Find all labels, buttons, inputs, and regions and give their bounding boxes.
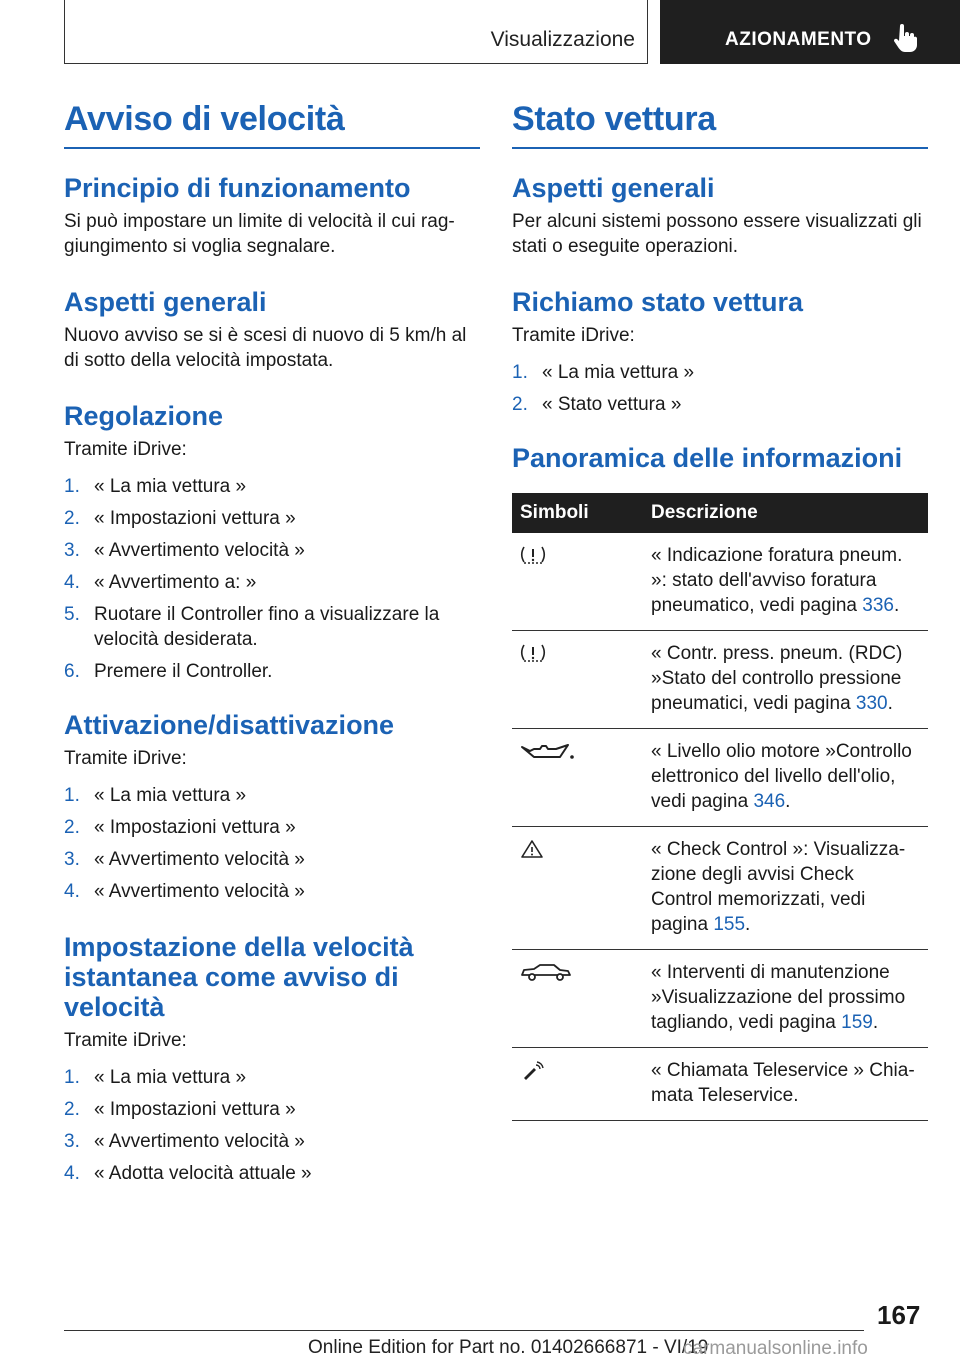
table-row bbox=[512, 1048, 928, 1121]
tire-pressure-icon bbox=[520, 545, 546, 565]
left-column bbox=[64, 100, 480, 1193]
section-title-speed-warning: Avviso di velocità bbox=[64, 100, 480, 149]
page-link[interactable]: 159 bbox=[841, 1012, 873, 1033]
row-description: « Interventi di manutenzione »Visualizzazione del prossimo tagliando, vedi pagina 159. bbox=[643, 950, 928, 1048]
page-link[interactable]: 336 bbox=[862, 595, 894, 616]
header-chapter-title: AZIONAMENTO bbox=[725, 29, 872, 50]
list-item: 4. « Adotta velocità attuale » bbox=[64, 1163, 312, 1184]
steps-call-status bbox=[512, 360, 928, 417]
page-link[interactable]: 155 bbox=[713, 914, 746, 935]
heading-call-status: Richiamo stato vettura bbox=[512, 287, 804, 317]
steps-activation bbox=[64, 783, 480, 904]
list-item: 4. « Avvertimento velocità » bbox=[64, 881, 305, 902]
intro-call-status: Tramite iDrive: bbox=[512, 325, 635, 346]
warning-triangle-icon bbox=[520, 839, 544, 859]
list-item: 2. « Stato vettura » bbox=[512, 394, 682, 415]
row-description: « Check Control »: Visualizzazione degli avvisi Check Control memorizzati, vedi pagina 155. bbox=[643, 827, 928, 950]
table-row bbox=[512, 533, 928, 631]
section-title-vehicle-status: Stato vettura bbox=[512, 100, 928, 149]
row-description: « Chiamata Teleservice » Chiamata Teleservice. bbox=[643, 1048, 928, 1121]
footer-divider bbox=[64, 1330, 864, 1331]
list-item: 1. « La mia vettura » bbox=[64, 1067, 247, 1088]
list-item: 2. « Impostazioni vettura » bbox=[64, 1099, 296, 1120]
list-item: 1. « La mia vettura » bbox=[512, 362, 695, 383]
heading-principle: Principio di funzionamento bbox=[64, 173, 411, 203]
hand-pointer-icon bbox=[892, 24, 918, 52]
table-header-row bbox=[512, 493, 928, 533]
table-row bbox=[512, 729, 928, 827]
intro-current-speed: Tramite iDrive: bbox=[64, 1030, 187, 1051]
intro-setting: Tramite iDrive: bbox=[64, 439, 187, 460]
paragraph-general-status: Per alcuni sistemi possono essere visualizzati gli stati o eseguite operazioni. bbox=[512, 211, 922, 257]
page-link[interactable]: 346 bbox=[753, 791, 786, 812]
heading-overview: Panoramica delle informazioni bbox=[512, 443, 903, 473]
list-item: 2. « Impostazioni vettura » bbox=[64, 508, 296, 529]
steps-setting bbox=[64, 474, 480, 684]
header-section-box bbox=[64, 0, 648, 64]
paragraph-general: Nuovo avviso se si è scesi di nuovo di 5 km/h al di sotto della velocità impostata. bbox=[64, 325, 467, 371]
list-item: 3. « Avvertimento velocità » bbox=[64, 1131, 305, 1152]
list-item: 6. Premere il Controller. bbox=[64, 661, 273, 682]
table-row bbox=[512, 827, 928, 950]
table-row bbox=[512, 631, 928, 729]
teleservice-icon bbox=[520, 1060, 548, 1082]
info-table bbox=[512, 493, 928, 1121]
row-description: « Livello olio motore »Controllo elettronico del livello dell'olio, vedi pagina 346. bbox=[643, 729, 928, 827]
page-link[interactable]: 330 bbox=[855, 693, 888, 714]
list-item: 1. « La mia vettura » bbox=[64, 785, 247, 806]
tire-pressure-icon bbox=[520, 643, 546, 663]
header-section-title: Visualizzazione bbox=[490, 28, 635, 51]
oil-can-icon bbox=[520, 741, 576, 763]
right-column bbox=[512, 100, 928, 1121]
page-number: 167 bbox=[877, 1300, 921, 1330]
paragraph-principle: Si può impostare un limite di velocità il cui raggiungimento si voglia segnalare. bbox=[64, 211, 455, 257]
table-row bbox=[512, 950, 928, 1048]
intro-activation: Tramite iDrive: bbox=[64, 748, 187, 769]
header-chapter-box bbox=[660, 0, 960, 64]
col-header-symbols: Simboli bbox=[512, 493, 643, 533]
list-item: 5. Ruotare il Controller fino a visualizzare la velocità desiderata. bbox=[64, 604, 440, 650]
list-item: 1. « La mia vettura » bbox=[64, 476, 247, 497]
heading-setting: Regolazione bbox=[64, 401, 224, 431]
heading-current-speed: Impostazione della velocità istantanea come avviso di velocità bbox=[64, 932, 414, 1022]
heading-general-status: Aspetti generali bbox=[512, 173, 715, 203]
service-car-icon bbox=[520, 962, 572, 982]
watermark: carmanualsonline.info bbox=[683, 1338, 868, 1359]
list-item: 4. « Avvertimento a: » bbox=[64, 572, 257, 593]
row-description: « Contr. press. pneum. (RDC) »Stato del controllo pressione pneumatici, vedi pagina 330. bbox=[643, 631, 928, 729]
steps-current-speed bbox=[64, 1065, 480, 1186]
list-item: 3. « Avvertimento velocità » bbox=[64, 849, 305, 870]
list-item: 3. « Avvertimento velocità » bbox=[64, 540, 305, 561]
row-description: « Indicazione foratura pneum. »: stato dell'avviso foratura pneumatico, vedi pagina 336. bbox=[643, 533, 928, 631]
heading-general: Aspetti generali bbox=[64, 287, 267, 317]
heading-activation: Attivazione/disattivazione bbox=[64, 710, 395, 740]
footer-edition: Online Edition for Part no. 01402666871 - VI/19 bbox=[308, 1337, 709, 1358]
col-header-description: Descrizione bbox=[643, 493, 928, 533]
list-item: 2. « Impostazioni vettura » bbox=[64, 817, 296, 838]
